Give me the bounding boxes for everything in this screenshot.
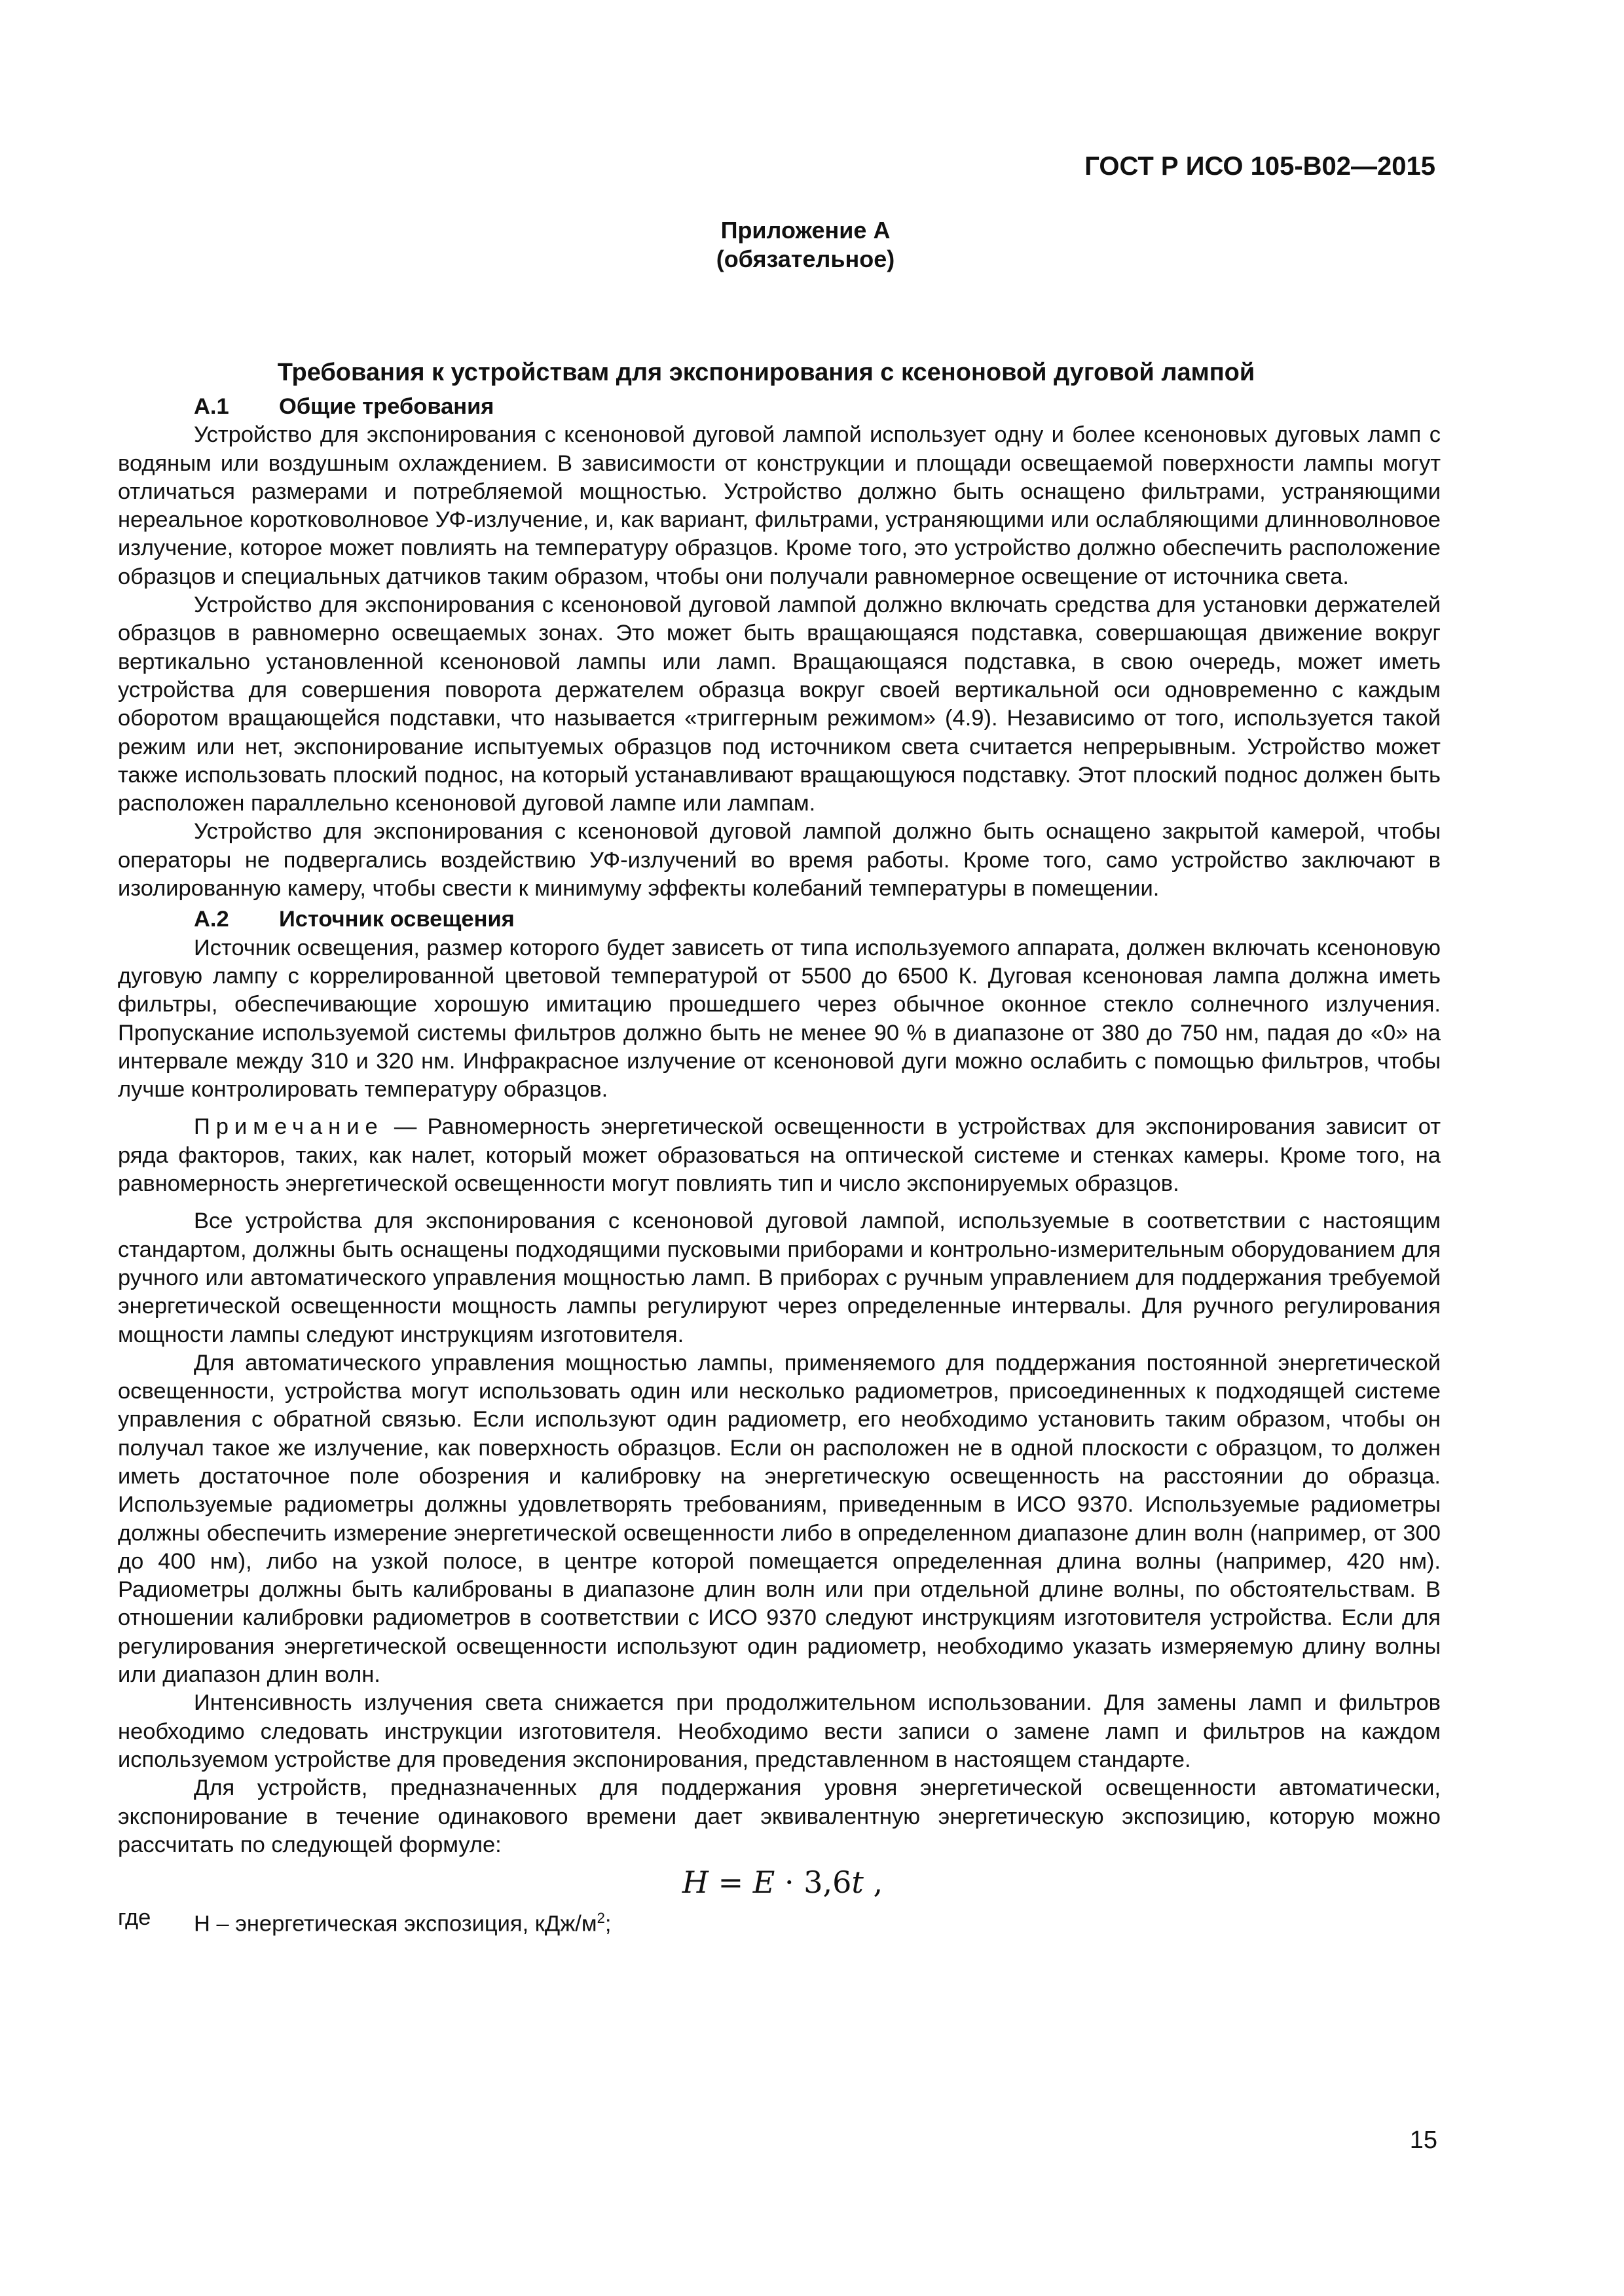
note-text: — Равномерность энергетической освещенности в устройствах для экспонирования зависит от ряда факторов, таких, как налет, который может образоваться на оптической системе и стенках камеры. Кроме того, на равномерность энергетической освещенности могут повлиять тип и число экспонируемых образцов. — [118, 1114, 1441, 1197]
document-body — [118, 393, 1441, 1939]
document-id: ГОСТ Р ИСО 105-В02—2015 — [1084, 152, 1435, 181]
paragraph: Устройство для экспонирования с ксеноновой дуговой лампой должно включать средства для установки держателей образцов в равномерно освещаемых зонах. Это может быть вращающаяся подставка, совершающая движение вокруг вертикально установленной ксеноновой лампы или ламп. Вращающаяся подставка, в свою очередь, может иметь устройства для совершения поворота держателем образца вокруг своей вертикальной оси одновременно с каждым оборотом вращающейся подставки, что называется «триггерным режимом» (4.9). Независимо от того, используется такой режим или нет, экспонирование испытуемых образцов под источником света считается непрерывным. Устройство может также использовать плоский поднос, на который устанавливают вращающуюся подставку. Этот плоский поднос должен быть расположен параллельно ксеноновой дуговой лампе или лампам. — [118, 592, 1441, 816]
paragraph: Интенсивность излучения света снижается при продолжительном использовании. Для замены ламп и фильтров необходимо следовать инструкции изготовителя. Необходимо вести записи о замене ламп и фильтров на каждом используемом устройстве для проведения экспонирования, представленном в настоящем стандарте. — [118, 1690, 1441, 1772]
appendix-status: (обязательное) — [716, 246, 895, 272]
where-definition — [194, 1904, 611, 1939]
formula-e: E — [752, 1865, 775, 1901]
formula-equals: = — [708, 1865, 753, 1901]
paragraph: Источник освещения, размер которого будет зависеть от типа используемого аппарата, должен включать ксеноновую дуговую лампу с коррелированной цветовой температурой от 5500 до 6500 К. Дуговая ксеноновая лампа должна иметь фильтры, обеспечивающие хорошую имитацию прошедшего через обычное оконное стекло солнечного излучения. Пропускание используемой системы фильтров должно быть не менее 90 % в диапазоне от 380 до 750 нм, падая до «0» на интервале между 310 и 320 нм. Инфракрасное излучение от ксеноновой дуги можно ослабить с помощью фильтров, чтобы лучше контролировать температуру образцов. — [118, 935, 1441, 1102]
paragraph: Все устройства для экспонирования с ксеноновой дуговой лампой, используемые в соответствии с настоящим стандартом, должны быть оснащены подходящими пусковыми приборами и контрольно-измерительным оборудованием для ручного или автоматического управления мощностью ламп. В приборах с ручным управлением для поддержания требуемой энергетической освещенности мощность лампы регулируют через определенные интервалы. Для ручного регулирования мощности лампы следуют инструкциям изготовителя. — [118, 1209, 1441, 1347]
where-text: H – энергетическая экспозиция, кДж/м — [194, 1911, 597, 1937]
formula-lhs: H — [682, 1865, 709, 1901]
formula-number: 3,6 — [803, 1865, 852, 1901]
section-title: Источник освещения — [279, 907, 515, 932]
section-number: А.1 — [194, 394, 229, 419]
formula-dot: · — [775, 1865, 804, 1901]
formula-tail: , — [863, 1865, 883, 1901]
where-label: где — [118, 1905, 151, 1931]
paragraph: Для автоматического управления мощностью лампы, применяемого для поддержания постоянной энергетической освещенности, устройства могут использовать один или несколько радиометров, присоединенных к подходящей системе управления с обратной связью. Если используют один радиометр, его необходимо установить таким образом, чтобы он получал такое же излучение, как поверхность образцов. Если он расположен не в одной плоскости с образцом, то должен иметь достаточное поле обозрения и калибровку на энергетическую освещенность на расстоянии до образца. Используемые радиометры должны удовлетворять требованиям, приведенным в ИСО 9370. Используемые радиометры должны обеспечить измерение энергетической освещенности либо в определенном диапазоне длин волн (например, от 300 до 400 нм), либо на узкой полосе, в центре которой помещается определенная длина волны (например, 420 нм). Радиометры должны быть калиброваны в диапазоне длин волн или при отдельной длине волны, по обстоятельствам. В отношении калибровки радиометров в соответствии с ИСО 9370 следуют инструкциям изготовителя устройства. Если для регулирования энергетической освещенности используют один радиометр, необходимо указать измеряемую длину волны или диапазон длин волн. — [118, 1350, 1441, 1688]
page-number: 15 — [1409, 2126, 1437, 2154]
where-clause — [118, 1904, 1441, 1939]
paragraph: Устройство для экспонирования с ксеноновой дуговой лампой должно быть оснащено закрытой камерой, чтобы операторы не подвергались воздействию УФ-излучений во время работы. Кроме того, само устройство заключают в изолированную камеру, чтобы свести к минимуму эффекты колебаний температуры в помещении. — [118, 819, 1441, 902]
note — [118, 1113, 1441, 1198]
where-sup: 2 — [597, 1910, 605, 1927]
appendix-label: Приложение А — [720, 217, 891, 244]
where-end: ; — [604, 1911, 612, 1937]
section-heading-a1 — [118, 393, 1441, 421]
section-number: А.2 — [194, 907, 229, 932]
paragraph: Для устройств, предназначенных для поддержания уровня энергетической освещенности автоматически, экспонирование в течение одинакового времени дает эквивалентную энергетическую экспозицию, которую можно рассчитать по следующей формуле: — [118, 1776, 1441, 1857]
note-label: Примечание — [194, 1114, 384, 1140]
section-heading-a2 — [118, 905, 1441, 934]
appendix-heading — [0, 216, 1611, 274]
formula-t: t — [851, 1865, 864, 1901]
formula — [118, 1862, 1441, 1903]
paragraph: Устройство для экспонирования с ксеноновой дуговой лампой использует одну и более ксеноновых дуговых ламп с водяным или воздушным охлаждением. В зависимости от конструкции и площади освещаемой поверхности лампы могут отличаться размерами и потребляемой мощностью. Устройство должно быть оснащено фильтрами, устраняющими нереальное коротковолновое УФ-излучение, и, как вариант, фильтрами, устраняющими или ослабляющими длинноволновое излучение, которое может повлиять на температуру образцов. Кроме того, это устройство должно обеспечить расположение образцов и специальных датчиков таким образом, чтобы они получали равномерное освещение от источника света. — [118, 422, 1441, 589]
section-title: Общие требования — [279, 394, 494, 419]
page-title: Требования к устройствам для экспонирования с ксеноновой дуговой лампой — [277, 359, 1255, 386]
